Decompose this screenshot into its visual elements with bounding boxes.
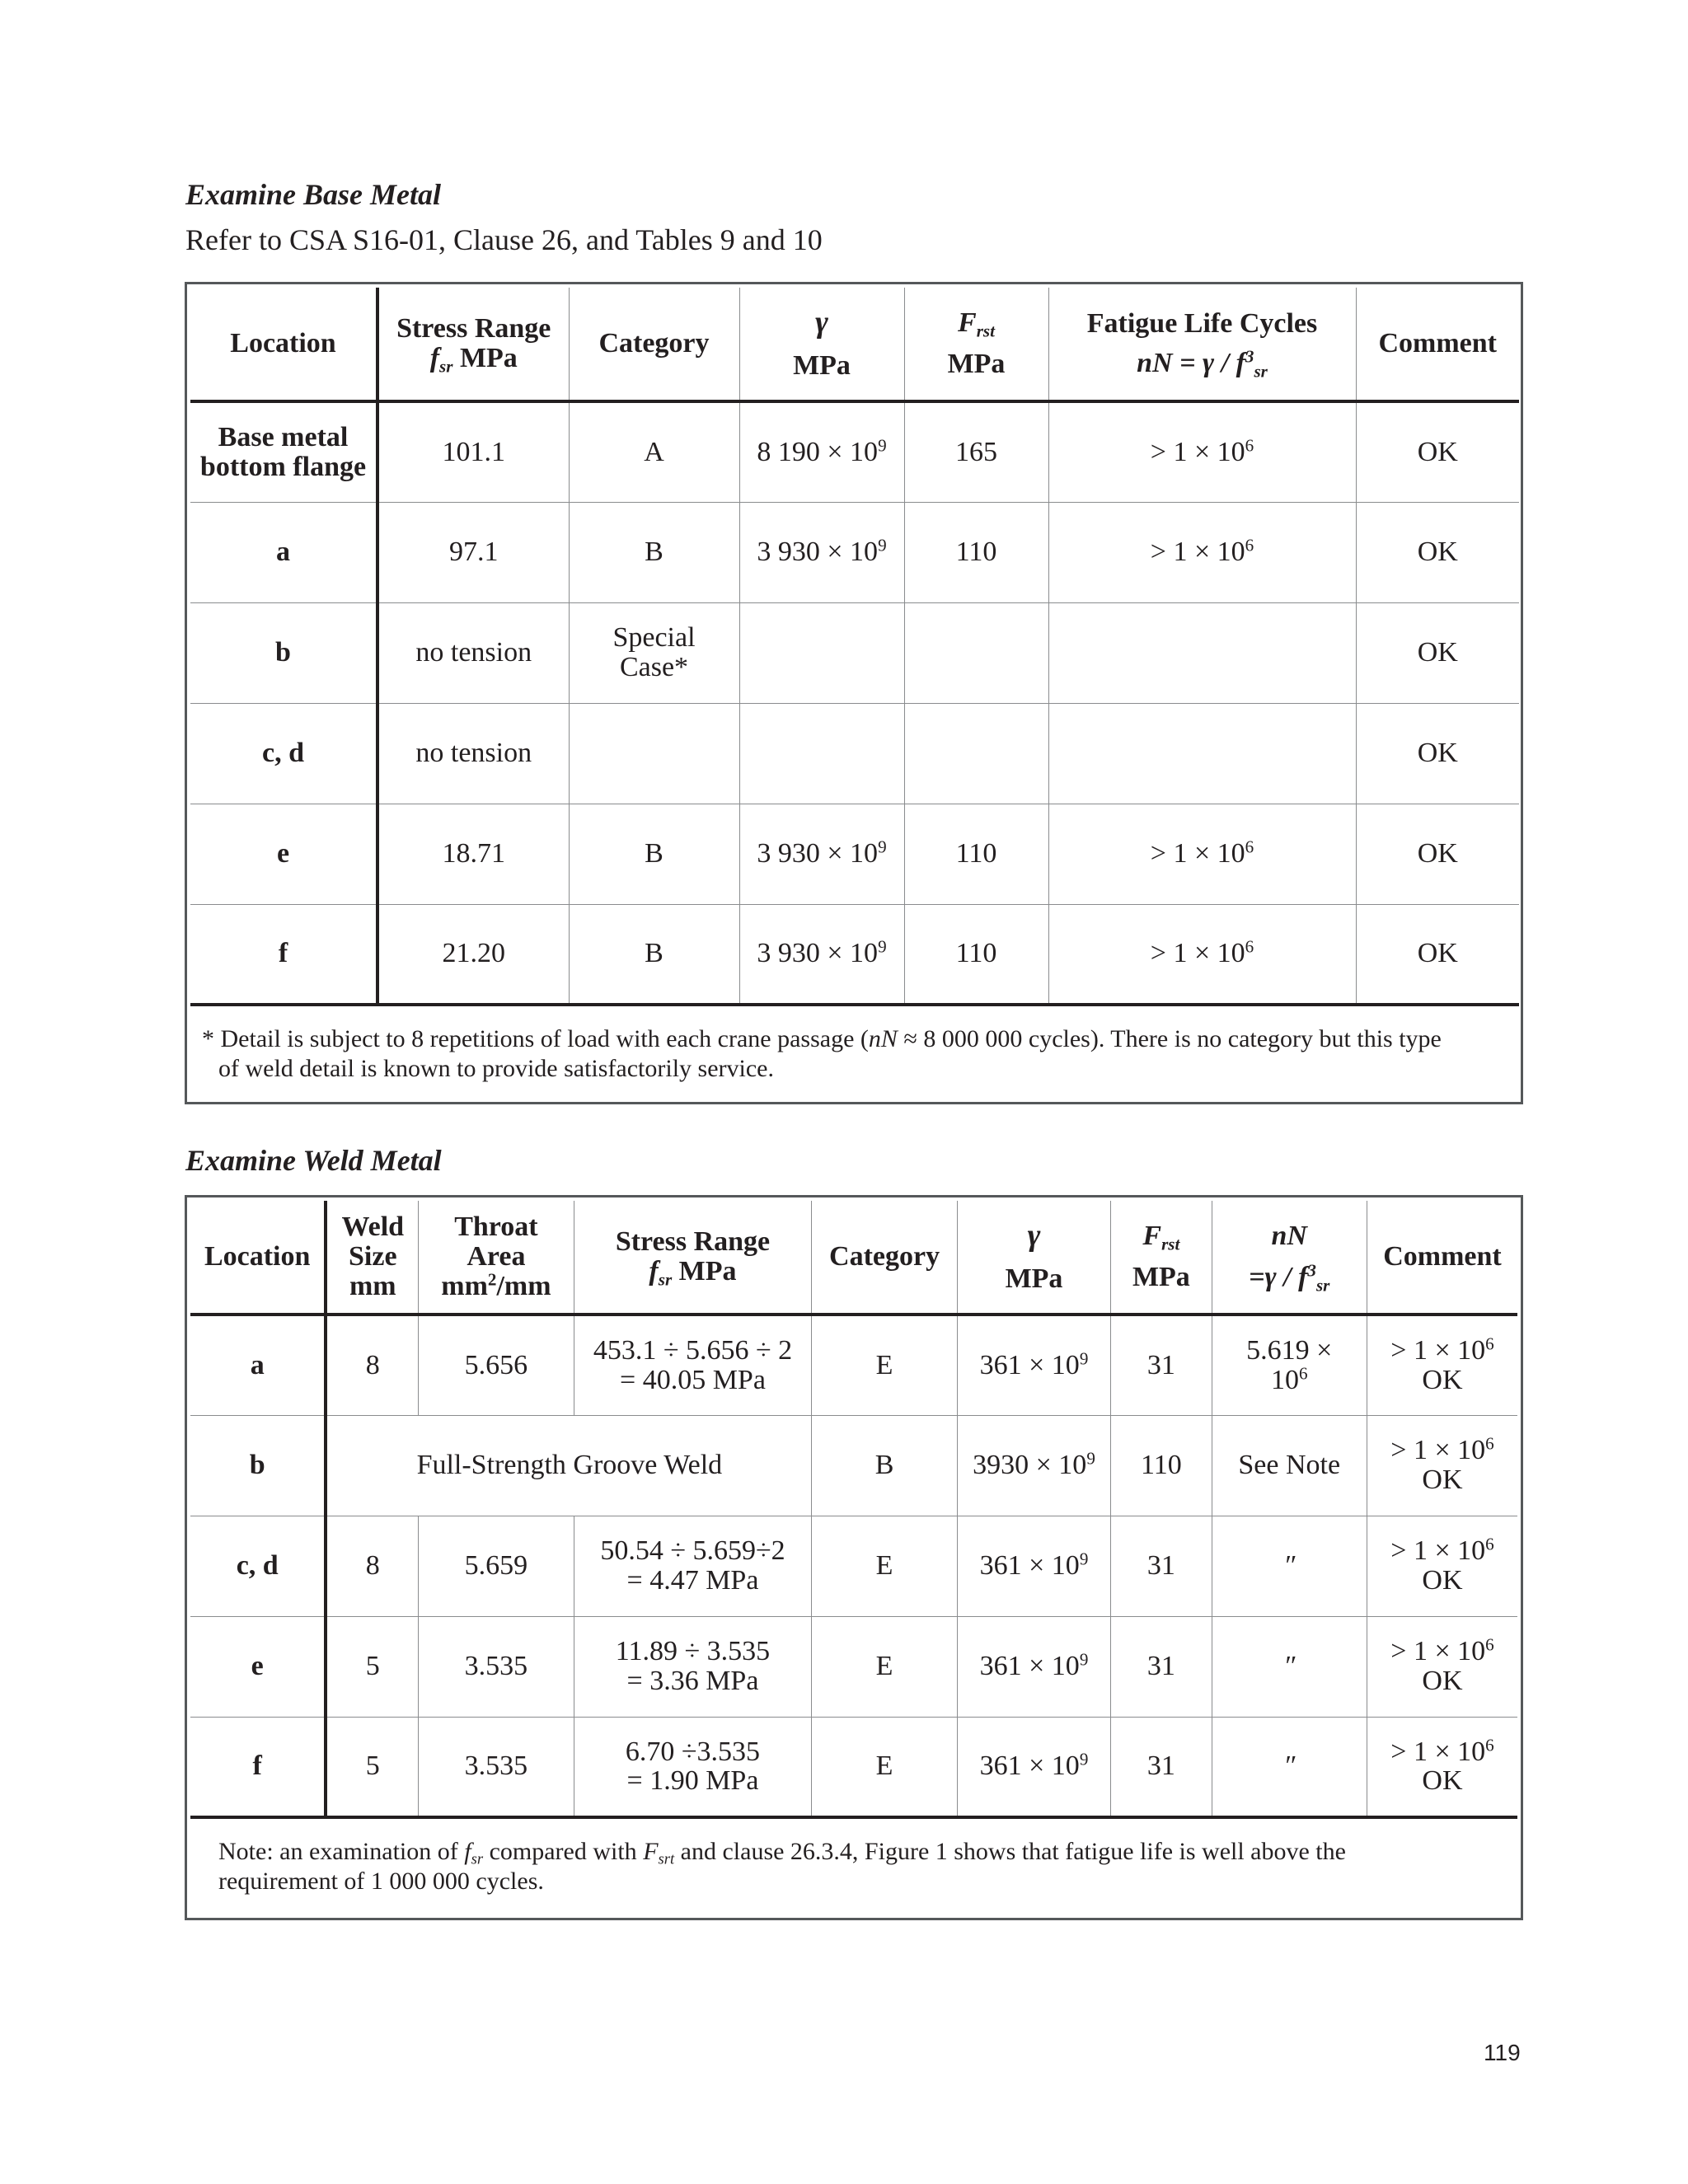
cell-nn-ditto: ″ <box>1212 1717 1367 1817</box>
cell-comment: > $1 \times 10^6$ OK <box>1367 1516 1517 1616</box>
cell-stress: 97.1 <box>377 502 569 602</box>
col-frst: $F_{rst}$ MPa <box>1111 1201 1212 1315</box>
cell-stress: 18.71 <box>377 804 569 904</box>
table-row <box>190 1616 1517 1717</box>
col-location: Location <box>190 1201 326 1315</box>
col-gamma: γ MPa <box>957 1201 1110 1315</box>
cell-life: > $1 \times 10^6$ <box>1048 401 1356 502</box>
cell-comment: OK <box>1356 502 1519 602</box>
cell-category: B <box>569 804 739 904</box>
cell-throat-area: 5.656 <box>419 1315 574 1415</box>
cell-nn: 5.619 × $10^6$ <box>1212 1315 1367 1415</box>
cell-category: B <box>569 502 739 602</box>
cell-frst: 31 <box>1111 1616 1212 1717</box>
cell-life <box>1048 602 1356 703</box>
col-stress-range: Stress Range $f_{sr}$ MPa <box>377 288 569 401</box>
table-row <box>190 502 1519 602</box>
cell-frst: 110 <box>904 904 1048 1005</box>
cell-category: Special Case* <box>569 602 739 703</box>
cell-gamma <box>739 703 904 804</box>
cell-stress: 21.20 <box>377 904 569 1005</box>
cell-stress: 101.1 <box>377 401 569 502</box>
cell-throat-area: 5.659 <box>419 1516 574 1616</box>
cell-comment: > $1 \times 10^6$ OK <box>1367 1415 1517 1516</box>
cell-frst: 31 <box>1111 1315 1212 1415</box>
cell-frst: 165 <box>904 401 1048 502</box>
cell-category: A <box>569 401 739 502</box>
table-row <box>190 703 1519 804</box>
table-row <box>190 1516 1517 1616</box>
col-gamma: γ MPa <box>739 288 904 401</box>
cell-throat-area: 3.535 <box>419 1616 574 1717</box>
cell-location: f <box>190 904 377 1005</box>
col-stress-range: Stress Range $f_{sr}$ MPa <box>574 1201 812 1315</box>
cell-comment: OK <box>1356 804 1519 904</box>
cell-stress: no tension <box>377 602 569 703</box>
cell-location: a <box>190 1315 326 1415</box>
cell-location: e <box>190 1616 326 1717</box>
table-footnote-row <box>190 1005 1519 1099</box>
weld-metal-table <box>190 1201 1517 1911</box>
cell-stress: 453.1 ÷ 5.656 ÷ 2 = 40.05 MPa <box>574 1315 812 1415</box>
cell-frst: 31 <box>1111 1516 1212 1616</box>
cell-life: > $1 \times 10^6$ <box>1048 904 1356 1005</box>
table-note-row <box>190 1817 1517 1911</box>
cell-life: > $1 \times 10^6$ <box>1048 502 1356 602</box>
base-metal-heading: Examine Base Metal <box>185 178 442 211</box>
table-row <box>190 1717 1517 1817</box>
cell-comment: OK <box>1356 401 1519 502</box>
cell-frst: 31 <box>1111 1717 1212 1817</box>
table-row <box>190 1315 1517 1415</box>
cell-gamma: 3 $930 \times 10^9$ <box>739 904 904 1005</box>
cell-location: b <box>190 1415 326 1516</box>
cell-location: c, d <box>190 703 377 804</box>
footnote: * Detail is subject to 8 repetitions of load with each crane passage (nN ≈ 8 000 000 cycles). There is no category but this type of weld detail is known to provide satisfactorily service. <box>190 1005 1519 1099</box>
col-throat-area: Throat Area $mm^2/mm$ <box>419 1201 574 1315</box>
cell-weld-size: 8 <box>326 1516 418 1616</box>
base-metal-table <box>190 288 1519 1099</box>
cell-throat-area: 3.535 <box>419 1717 574 1817</box>
cell-gamma: $3930 \times 10^9$ <box>957 1415 1110 1516</box>
cell-frst <box>904 703 1048 804</box>
cell-comment: > $1 \times 10^6$ OK <box>1367 1315 1517 1415</box>
col-comment: Comment <box>1367 1201 1517 1315</box>
cell-comment: > $1 \times 10^6$ OK <box>1367 1717 1517 1817</box>
note: Note: an examination of $f_{sr}$ compared with $F_{srt}$ and clause 26.3.4, Figure 1 shows that fatigue life is well above the requirement of 1 000 000 cycles. <box>190 1817 1517 1911</box>
cell-nn-ditto: ″ <box>1212 1516 1367 1616</box>
cell-frst: 110 <box>1111 1415 1212 1516</box>
col-fatigue-life: Fatigue Life Cycles nN = γ / $f^3_{sr}$ <box>1048 288 1356 401</box>
cell-weld-size: 5 <box>326 1717 418 1817</box>
cell-stress: 11.89 ÷ 3.535 = 3.36 MPa <box>574 1616 812 1717</box>
cell-category <box>569 703 739 804</box>
table-header-row <box>190 1201 1517 1315</box>
col-nn: nN $=\gamma / f^3_{sr}$ <box>1212 1201 1367 1315</box>
page-number: 119 <box>1484 2040 1521 2065</box>
cell-location: c, d <box>190 1516 326 1616</box>
col-comment: Comment <box>1356 288 1519 401</box>
cell-comment: OK <box>1356 904 1519 1005</box>
cell-comment: OK <box>1356 602 1519 703</box>
cell-comment: > $1 \times 10^6$ OK <box>1367 1616 1517 1717</box>
cell-gamma <box>739 602 904 703</box>
cell-merged-weld-type: Full-Strength Groove Weld <box>326 1415 811 1516</box>
table-row <box>190 904 1519 1005</box>
cell-category: E <box>812 1315 957 1415</box>
cell-nn: See Note <box>1212 1415 1367 1516</box>
cell-location: a <box>190 502 377 602</box>
cell-nn-ditto: ″ <box>1212 1616 1367 1717</box>
reference-line: Refer to CSA S16-01, Clause 26, and Tables 9 and 10 <box>185 223 823 256</box>
cell-frst <box>904 602 1048 703</box>
table-header-row <box>190 288 1519 401</box>
cell-weld-size: 5 <box>326 1616 418 1717</box>
col-weld-size: Weld Size mm <box>326 1201 418 1315</box>
cell-life <box>1048 703 1356 804</box>
cell-comment: OK <box>1356 703 1519 804</box>
cell-category: E <box>812 1717 957 1817</box>
col-category: Category <box>812 1201 957 1315</box>
table-row <box>190 804 1519 904</box>
cell-gamma: 8 $190 \times 10^9$ <box>739 401 904 502</box>
cell-stress: 6.70 ÷3.535 = 1.90 MPa <box>574 1717 812 1817</box>
cell-gamma: $361 \times 10^9$ <box>957 1516 1110 1616</box>
weld-metal-heading: Examine Weld Metal <box>185 1144 442 1177</box>
cell-gamma: $361 \times 10^9$ <box>957 1616 1110 1717</box>
col-location: Location <box>190 288 377 401</box>
weld-metal-table-frame <box>185 1195 1523 1920</box>
col-category: Category <box>569 288 739 401</box>
cell-gamma: 3 $930 \times 10^9$ <box>739 502 904 602</box>
base-metal-table-frame <box>185 282 1523 1104</box>
cell-category: E <box>812 1616 957 1717</box>
cell-gamma: $361 \times 10^9$ <box>957 1315 1110 1415</box>
cell-location: f <box>190 1717 326 1817</box>
table-row <box>190 602 1519 703</box>
table-row <box>190 1415 1517 1516</box>
cell-stress: no tension <box>377 703 569 804</box>
cell-category: B <box>812 1415 957 1516</box>
cell-stress: 50.54 ÷ 5.659÷2 = 4.47 MPa <box>574 1516 812 1616</box>
cell-weld-size: 8 <box>326 1315 418 1415</box>
cell-gamma: $361 \times 10^9$ <box>957 1717 1110 1817</box>
cell-category: B <box>569 904 739 1005</box>
table-row <box>190 401 1519 502</box>
cell-frst: 110 <box>904 502 1048 602</box>
col-frst: $F_{rst}$ MPa <box>904 288 1048 401</box>
cell-gamma: 3 $930 \times 10^9$ <box>739 804 904 904</box>
cell-frst: 110 <box>904 804 1048 904</box>
cell-location: Base metal bottom flange <box>190 401 377 502</box>
cell-location: b <box>190 602 377 703</box>
cell-category: E <box>812 1516 957 1616</box>
cell-location: e <box>190 804 377 904</box>
cell-life: > $1 \times 10^6$ <box>1048 804 1356 904</box>
